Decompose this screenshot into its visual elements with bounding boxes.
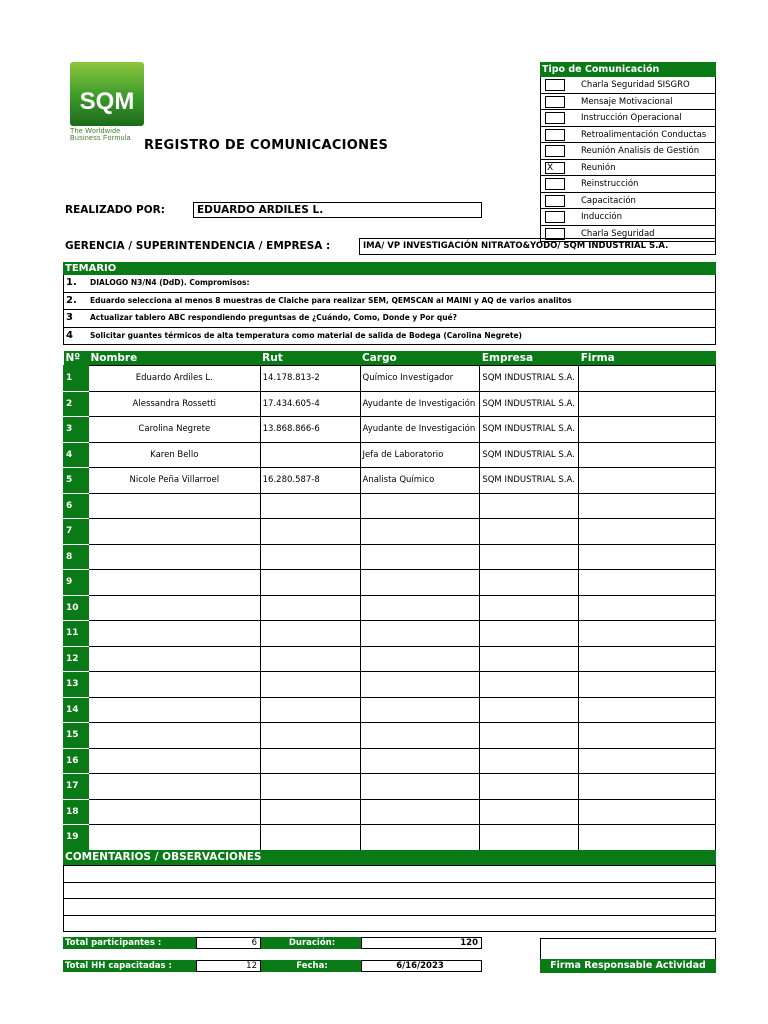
gerencia-label: GERENCIA / SUPERINTENDENCIA / EMPRESA : — [65, 240, 331, 252]
row-number: 12 — [64, 646, 89, 672]
temario-text: Actualizar tablero ABC respondiendo preguntsas de ¿Cuándo, Como, Donde y Por qué? — [90, 313, 457, 322]
tipo-item — [540, 193, 716, 210]
comentario-line[interactable] — [63, 899, 716, 916]
cell-nombre[interactable] — [88, 748, 260, 774]
cell-empresa[interactable] — [480, 621, 579, 647]
gerencia-field[interactable]: IMA/ VP INVESTIGACIÓN NITRATO&YODO/ SQM INDUSTRIAL S.A. — [359, 238, 716, 255]
logo-tagline-1: The Worldwide — [70, 128, 121, 135]
cell-rut[interactable] — [260, 519, 360, 545]
cell-nombre[interactable] — [88, 570, 260, 596]
cell-empresa[interactable] — [480, 544, 579, 570]
cell-firma[interactable] — [579, 366, 716, 392]
col-nombre: Nombre — [88, 351, 260, 366]
tipo-item — [540, 77, 716, 94]
total-hh-field[interactable]: 12 — [196, 960, 261, 972]
cell-cargo[interactable] — [360, 621, 480, 647]
cell-nombre[interactable]: Karen Bello — [88, 442, 260, 468]
cell-empresa[interactable] — [480, 774, 579, 800]
cell-firma[interactable] — [579, 748, 716, 774]
cell-rut[interactable] — [260, 493, 360, 519]
cell-nombre[interactable] — [88, 646, 260, 672]
temario-number: 3 — [66, 312, 73, 323]
cell-rut[interactable]: 16.280.587-8 — [260, 468, 360, 494]
tipo-checkbox[interactable] — [545, 96, 565, 108]
tipo-label: Instrucción Operacional — [581, 113, 682, 123]
page-title: REGISTRO DE COMUNICACIONES — [144, 138, 389, 153]
cell-cargo[interactable] — [360, 595, 480, 621]
cell-rut[interactable] — [260, 442, 360, 468]
cell-firma[interactable] — [579, 723, 716, 749]
cell-cargo[interactable] — [360, 519, 480, 545]
col-num: Nº — [64, 351, 89, 366]
table-row — [64, 519, 716, 545]
table-row — [64, 391, 716, 417]
cell-nombre[interactable] — [88, 697, 260, 723]
table-row — [64, 442, 716, 468]
cell-rut[interactable]: 14.178.813-2 — [260, 366, 360, 392]
cell-rut[interactable]: 17.434.605-4 — [260, 391, 360, 417]
cell-firma[interactable] — [579, 493, 716, 519]
cell-rut[interactable] — [260, 799, 360, 825]
tipo-checkbox[interactable] — [545, 211, 565, 223]
row-number: 14 — [64, 697, 89, 723]
cell-cargo[interactable] — [360, 646, 480, 672]
realizado-label: REALIZADO POR: — [65, 204, 165, 216]
cell-empresa[interactable] — [480, 723, 579, 749]
tipo-item — [540, 143, 716, 160]
tipo-item — [540, 160, 716, 177]
cell-empresa[interactable] — [480, 697, 579, 723]
cell-rut[interactable] — [260, 774, 360, 800]
cell-firma[interactable] — [579, 417, 716, 443]
tipo-item — [540, 127, 716, 144]
cell-empresa[interactable]: SQM INDUSTRIAL S.A. — [480, 391, 579, 417]
cell-cargo[interactable] — [360, 672, 480, 698]
row-number: 6 — [64, 493, 89, 519]
fecha-field[interactable]: 6/16/2023 — [361, 960, 482, 972]
tipo-label: Reunión Analisis de Gestión — [581, 146, 700, 156]
cell-empresa[interactable]: SQM INDUSTRIAL S.A. — [480, 468, 579, 494]
cell-empresa[interactable] — [480, 595, 579, 621]
cell-nombre[interactable] — [88, 825, 260, 851]
table-row — [64, 748, 716, 774]
temario-number: 2. — [66, 294, 77, 306]
cell-firma[interactable] — [579, 442, 716, 468]
fecha-label: Fecha: — [261, 960, 361, 972]
cell-firma[interactable] — [579, 672, 716, 698]
firma-responsable-label: Firma Responsable Actividad — [540, 959, 716, 973]
cell-firma[interactable] — [579, 774, 716, 800]
table-row — [64, 825, 716, 851]
row-number: 10 — [64, 595, 89, 621]
col-rut: Rut — [260, 351, 360, 366]
tipo-label: Inducción — [581, 212, 622, 222]
cell-empresa[interactable]: SQM INDUSTRIAL S.A. — [480, 366, 579, 392]
cell-cargo[interactable]: Analista Químico — [360, 468, 480, 494]
cell-nombre[interactable] — [88, 519, 260, 545]
total-participantes-label: Total participantes : — [63, 937, 196, 949]
table-row — [64, 544, 716, 570]
comentario-line[interactable] — [63, 916, 716, 933]
cell-firma[interactable] — [579, 519, 716, 545]
tipo-checkbox[interactable] — [545, 79, 565, 91]
tipo-item — [540, 176, 716, 193]
cell-nombre[interactable]: Eduardo Ardiles L. — [88, 366, 260, 392]
tipo-label: Capacitación — [581, 195, 636, 206]
cell-firma[interactable] — [579, 391, 716, 417]
table-row — [64, 646, 716, 672]
temario-number: 4 — [66, 329, 73, 341]
comentario-line[interactable] — [63, 865, 716, 883]
table-row — [64, 595, 716, 621]
cell-empresa[interactable] — [480, 493, 579, 519]
tipo-checkbox[interactable] — [545, 195, 565, 207]
tipo-header: Tipo de Comunicación — [540, 62, 716, 77]
comentario-line[interactable] — [63, 883, 716, 900]
sqm-logo — [68, 62, 148, 144]
cell-cargo[interactable] — [360, 570, 480, 596]
logo-tagline-2: Business Formula — [70, 135, 131, 142]
table-row — [64, 417, 716, 443]
cell-firma[interactable] — [579, 799, 716, 825]
cell-empresa[interactable] — [480, 570, 579, 596]
cell-nombre[interactable] — [88, 621, 260, 647]
temario-panel — [63, 262, 716, 345]
table-row — [64, 570, 716, 596]
cell-nombre[interactable] — [88, 544, 260, 570]
cell-empresa[interactable]: SQM INDUSTRIAL S.A. — [480, 417, 579, 443]
row-number: 8 — [64, 544, 89, 570]
duracion-field[interactable]: 120 — [361, 937, 482, 949]
cell-firma[interactable] — [579, 468, 716, 494]
temario-list — [63, 275, 716, 345]
tipo-item — [540, 209, 716, 226]
cell-nombre[interactable] — [88, 493, 260, 519]
temario-text: Solicitar guantes térmicos de alta temperatura como material de salida de Bodega (Carolina Negrete) — [90, 330, 522, 340]
row-number: 7 — [64, 519, 89, 545]
temario-item — [63, 275, 716, 293]
row-number: 9 — [64, 570, 89, 596]
participants-table — [63, 351, 716, 851]
cell-empresa[interactable] — [480, 672, 579, 698]
cell-empresa[interactable] — [480, 519, 579, 545]
tipo-label: Reinstrucción — [581, 179, 639, 189]
tipo-checkbox[interactable] — [545, 129, 565, 141]
row-number: 1 — [64, 366, 89, 392]
row-number: 15 — [64, 723, 89, 749]
temario-text: Eduardo selecciona al menos 8 muestras de Claiche para realizar SEM, QEMSCAN al MAINI y AQ de varios analitos — [90, 295, 572, 305]
row-number: 4 — [64, 442, 89, 468]
tipo-item — [540, 110, 716, 127]
total-participantes-field[interactable]: 6 — [196, 937, 261, 949]
table-row — [64, 672, 716, 698]
cell-cargo[interactable] — [360, 799, 480, 825]
row-number: 3 — [64, 417, 89, 443]
temario-item — [63, 293, 716, 311]
tipo-list — [540, 77, 716, 242]
cell-nombre[interactable] — [88, 672, 260, 698]
row-number: 17 — [64, 774, 89, 800]
cell-rut[interactable] — [260, 570, 360, 596]
tipo-item — [540, 94, 716, 111]
tipo-label: Mensaje Motivacional — [581, 96, 673, 107]
logo-mark — [70, 62, 144, 126]
table-row — [64, 697, 716, 723]
tipo-label: Charla Seguridad — [581, 228, 655, 239]
cell-empresa[interactable] — [480, 748, 579, 774]
cell-rut[interactable] — [260, 595, 360, 621]
row-number: 13 — [64, 672, 89, 698]
tipo-comunicacion-panel — [540, 62, 716, 242]
cell-rut[interactable] — [260, 672, 360, 698]
cell-nombre[interactable] — [88, 595, 260, 621]
cell-firma[interactable] — [579, 621, 716, 647]
tipo-checkbox[interactable] — [545, 228, 565, 240]
table-row — [64, 723, 716, 749]
cell-cargo[interactable] — [360, 723, 480, 749]
col-firma: Firma — [579, 351, 716, 366]
cell-rut[interactable] — [260, 723, 360, 749]
duracion-label: Duración: — [261, 937, 361, 949]
cell-rut[interactable] — [260, 646, 360, 672]
cell-rut[interactable] — [260, 825, 360, 851]
cell-firma[interactable] — [579, 646, 716, 672]
logo-brand: SQM — [79, 88, 135, 115]
cell-cargo[interactable] — [360, 825, 480, 851]
firma-responsable-box[interactable] — [540, 938, 716, 960]
temario-header: TEMARIO — [63, 262, 716, 275]
row-number: 5 — [64, 468, 89, 494]
tipo-checkbox[interactable]: X — [545, 162, 565, 174]
tipo-checkbox[interactable] — [545, 145, 565, 157]
cell-rut[interactable] — [260, 544, 360, 570]
cell-empresa[interactable] — [480, 825, 579, 851]
cell-cargo[interactable] — [360, 493, 480, 519]
table-row — [64, 799, 716, 825]
comentarios-header: COMENTARIOS / OBSERVACIONES — [63, 850, 716, 865]
temario-text: DIALOGO N3/N4 (DdD). Compromisos: — [90, 278, 250, 287]
cell-empresa[interactable]: SQM INDUSTRIAL S.A. — [480, 442, 579, 468]
temario-item — [63, 328, 716, 346]
tipo-label: Charla Seguridad SISGRO — [581, 80, 690, 90]
row-number: 18 — [64, 799, 89, 825]
temario-item — [63, 310, 716, 328]
comentarios-panel — [63, 850, 716, 932]
cell-nombre[interactable]: Alessandra Rossetti — [88, 391, 260, 417]
table-row — [64, 774, 716, 800]
cell-cargo[interactable] — [360, 697, 480, 723]
table-row — [64, 621, 716, 647]
cell-cargo[interactable]: Químico Investigador — [360, 366, 480, 392]
table-row — [64, 468, 716, 494]
tipo-label: Retroalimentación Conductas — [581, 129, 707, 140]
cell-firma[interactable] — [579, 570, 716, 596]
row-number: 16 — [64, 748, 89, 774]
cell-cargo[interactable]: Ayudante de Investigación — [360, 417, 480, 443]
tipo-item — [540, 226, 716, 243]
total-hh-label: Total HH capacitadas : — [63, 960, 196, 972]
col-empresa: Empresa — [480, 351, 579, 366]
cell-rut[interactable] — [260, 621, 360, 647]
cell-empresa[interactable] — [480, 646, 579, 672]
cell-nombre[interactable] — [88, 723, 260, 749]
table-header-row — [64, 351, 716, 366]
cell-firma[interactable] — [579, 697, 716, 723]
row-number: 11 — [64, 621, 89, 647]
cell-firma[interactable] — [579, 595, 716, 621]
cell-cargo[interactable]: Jefa de Laboratorio — [360, 442, 480, 468]
realizado-field[interactable]: EDUARDO ARDILES L. — [193, 202, 482, 218]
cell-rut[interactable]: 13.868.866-6 — [260, 417, 360, 443]
row-number: 2 — [64, 391, 89, 417]
tipo-label: Reunión — [581, 162, 616, 173]
cell-nombre[interactable]: Nicole Peña Villarroel — [88, 468, 260, 494]
tipo-checkbox[interactable] — [545, 112, 565, 124]
cell-nombre[interactable]: Carolina Negrete — [88, 417, 260, 443]
cell-firma[interactable] — [579, 544, 716, 570]
cell-nombre[interactable] — [88, 799, 260, 825]
cell-cargo[interactable]: Ayudante de Investigación — [360, 391, 480, 417]
cell-rut[interactable] — [260, 697, 360, 723]
cell-cargo[interactable] — [360, 774, 480, 800]
tipo-checkbox[interactable] — [545, 178, 565, 190]
cell-rut[interactable] — [260, 748, 360, 774]
cell-cargo[interactable] — [360, 544, 480, 570]
table-row — [64, 493, 716, 519]
cell-empresa[interactable] — [480, 799, 579, 825]
table-row — [64, 366, 716, 392]
row-number: 19 — [64, 825, 89, 851]
cell-nombre[interactable] — [88, 774, 260, 800]
col-cargo: Cargo — [360, 351, 480, 366]
cell-firma[interactable] — [579, 825, 716, 851]
cell-cargo[interactable] — [360, 748, 480, 774]
temario-number: 1. — [66, 277, 77, 288]
